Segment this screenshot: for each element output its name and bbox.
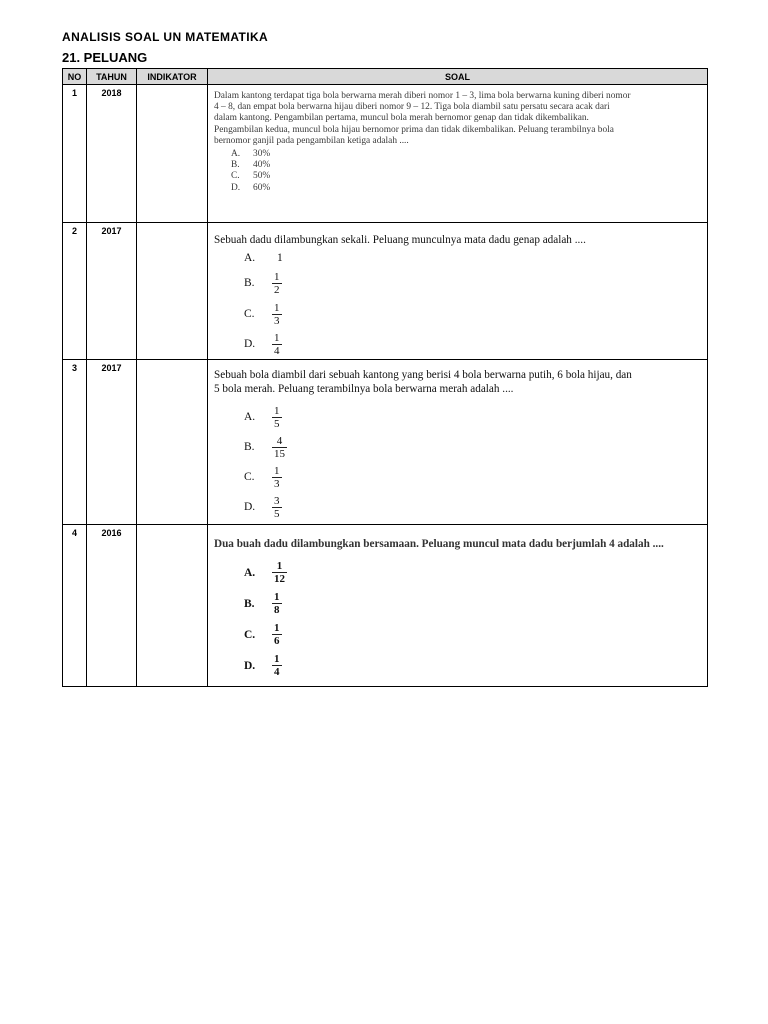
fraction: $\frac{1}{6}$ (274, 622, 280, 647)
row-question-cell (208, 360, 708, 525)
option-c: C. $\frac{1}{6}$ (244, 622, 280, 647)
option-a: A. $\frac{1}{12}$ (244, 560, 285, 585)
row-question-cell (208, 223, 708, 360)
document-title: ANALISIS SOAL UN MATEMATIKA (62, 30, 269, 44)
answer-options (244, 557, 701, 681)
fraction: $\frac{1}{4}$ (274, 653, 280, 678)
answer-options (244, 249, 701, 359)
row-no: 1 (63, 85, 87, 223)
option-a: A. 1 (244, 252, 283, 264)
question-text: Sebuah dadu dilambungkan sekali. Peluang munculnya mata dadu genap adalah .... (214, 234, 586, 246)
fraction: $\frac{1}{3}$ (274, 464, 280, 490)
option-d: D. $\frac{1}{4}$ (244, 331, 280, 357)
fraction: $\frac{1}{4}$ (274, 331, 280, 357)
question-text: Dalam kantong terdapat tiga bola berwarna merah diberi nomor 1 – 3, lima bola berwarna kuning diberi nomor 4 – 8, dan empat bola berwarna hijau diberi nomor 9 – 12. Tiga bola diambil satu persatu secara acak dari dalam kantong. Pengambilan pertama, muncul bola merah bernomor genap dan tidak dikembalikan. Pengambilan kedua, muncul bola hijau bernomor prima dan tidak dikembalikan. Peluang terambilnya bola bernomor ganjil pada pengambilan ketiga adalah .... (214, 91, 631, 146)
option-d: D. 60% (231, 182, 271, 193)
option-b: B. 40% (231, 160, 271, 171)
table-row (63, 360, 708, 525)
row-indikator (137, 360, 208, 525)
header-indikator: INDIKATOR (137, 69, 208, 85)
question-text: Sebuah bola diambil dari sebuah kantong yang berisi 4 bola berwarna putih, 6 bola hijau, dan 5 bola merah. Peluang terambilnya bola berwarna merah adalah .... (214, 369, 632, 395)
table-row (63, 525, 708, 687)
question-table (62, 68, 708, 687)
section-title: 21. PELUANG (62, 50, 148, 65)
answer-options (244, 402, 701, 522)
table-header-row (63, 69, 708, 85)
option-a: A. $\frac{1}{5}$ (244, 404, 280, 430)
row-indikator (137, 525, 208, 687)
option-b: B. $\frac{1}{2}$ (244, 270, 280, 296)
option-c: C. 50% (231, 171, 271, 182)
row-year: 2016 (87, 525, 137, 687)
row-indikator (137, 223, 208, 360)
option-c: C. $\frac{1}{3}$ (244, 464, 280, 490)
row-year: 2017 (87, 223, 137, 360)
table-row (63, 85, 708, 223)
fraction: $\frac{1}{5}$ (274, 404, 280, 430)
row-no: 2 (63, 223, 87, 360)
row-indikator (137, 85, 208, 223)
row-question-cell (208, 85, 708, 223)
option-b: B. $\frac{1}{8}$ (244, 591, 280, 616)
fraction: $\frac{4}{15}$ (274, 434, 285, 460)
row-no: 4 (63, 525, 87, 687)
table-row (63, 223, 708, 360)
header-soal: SOAL (208, 69, 708, 85)
option-d: D. $\frac{3}{5}$ (244, 494, 280, 520)
row-no: 3 (63, 360, 87, 525)
option-b: B. $\frac{4}{15}$ (244, 434, 285, 460)
row-year: 2017 (87, 360, 137, 525)
option-c: C. $\frac{1}{3}$ (244, 301, 280, 327)
row-question-cell (208, 525, 708, 687)
answer-options (214, 149, 634, 194)
header-tahun: TAHUN (87, 69, 137, 85)
header-no: NO (63, 69, 87, 85)
fraction: $\frac{1}{12}$ (274, 560, 285, 585)
option-d: D. $\frac{1}{4}$ (244, 653, 280, 678)
question-text: Dua buah dadu dilambungkan bersamaan. Peluang muncul mata dadu berjumlah 4 adalah .... (214, 538, 664, 550)
row-year: 2018 (87, 85, 137, 223)
option-a: A. 30% (231, 149, 271, 160)
fraction: $\frac{1}{8}$ (274, 591, 280, 616)
fraction: $\frac{1}{2}$ (274, 270, 280, 296)
fraction: $\frac{1}{3}$ (274, 301, 280, 327)
fraction: $\frac{3}{5}$ (274, 494, 280, 520)
